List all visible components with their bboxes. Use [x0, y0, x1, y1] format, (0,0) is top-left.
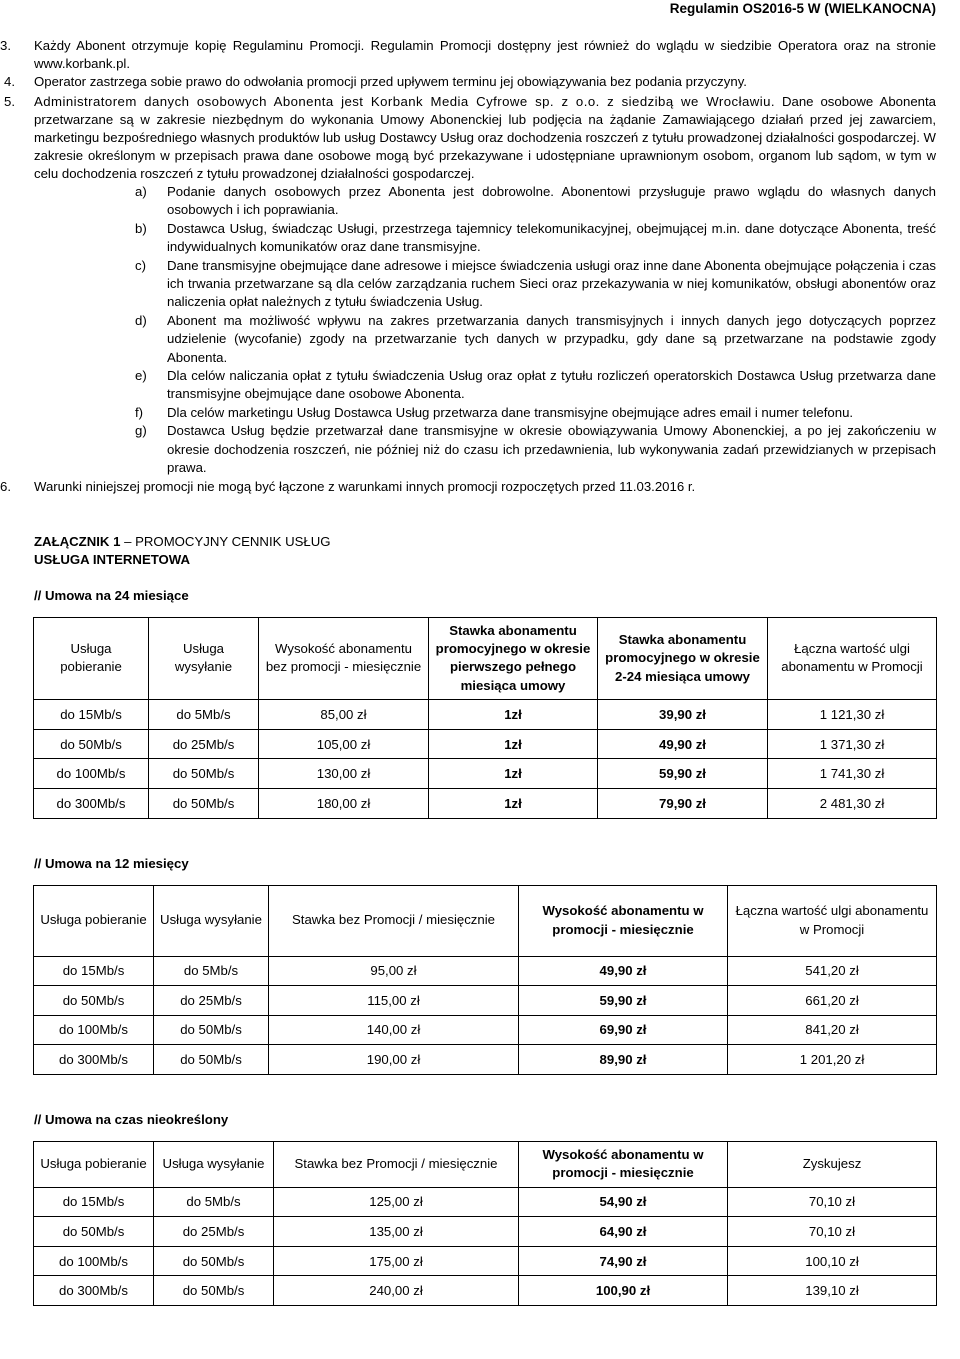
item-text: Warunki niniejszej promocji nie mogą być łączone z warunkami innych promocji rozpoczętych przed 11.03.2016 r.	[34, 478, 696, 494]
list-item-6	[0, 478, 960, 496]
table-cell: 49,90 zł	[598, 729, 768, 759]
document-header-title: Regulamin OS2016-5 W (WIELKANOCNA)	[669, 1, 936, 16]
table-cell: 39,90 zł	[598, 700, 768, 730]
sub-item-text: Dostawca Usług będzie przetwarzał dane transmisyjne w okresie obowiązywania Umowy Abonenckiej, a po jej zakończeniu w okresie dochodzenia roszczeń, nie później niż do czasu ich przedawnienia, lub wykonywania zadań przewidzianych w przepisach prawa.	[167, 423, 936, 476]
table-cell: do 300Mb/s	[34, 1276, 154, 1306]
table-row	[34, 956, 937, 986]
table-row	[34, 1217, 937, 1247]
table-cell: 1 741,30 zł	[768, 759, 937, 789]
header-cell: Wysokość abonamentu w promocji - miesięcznie	[519, 1141, 728, 1187]
table-cell: 1zł	[429, 759, 598, 789]
item-text: Każdy Abonent otrzymuje kopię Regulaminu Promocji. Regulamin Promocji dostępny jest również do wglądu w siedzibie Operatora oraz na stronie www.korbank.pl.	[34, 38, 936, 71]
table-cell: 1zł	[429, 788, 598, 818]
table-cell: do 5Mb/s	[149, 700, 259, 730]
table-row	[34, 1246, 937, 1276]
table-cell: do 25Mb/s	[154, 986, 269, 1016]
item-number: 3.	[0, 38, 11, 53]
table-cell: 54,90 zł	[519, 1187, 728, 1217]
table-cell: 70,10 zł	[728, 1217, 937, 1247]
table-cell: 2 481,30 zł	[768, 788, 937, 818]
table-cell: 49,90 zł	[519, 956, 728, 986]
sub-item-d	[0, 312, 960, 367]
table-cell: do 50Mb/s	[34, 729, 149, 759]
list-item-3	[0, 37, 960, 73]
sub-item-letter: f)	[135, 404, 144, 420]
table-cell: 1 371,30 zł	[768, 729, 937, 759]
sub-item-letter: e)	[135, 368, 147, 384]
table-cell: do 300Mb/s	[34, 788, 149, 818]
table-cell: do 50Mb/s	[34, 1217, 154, 1247]
table-cell: 59,90 zł	[519, 986, 728, 1016]
sub-item-text: Dostawca Usług, świadcząc Usługi, przestrzega tajemnicy telekomunikacyjnej, obejmującej m.in. dane dotyczące Abonenta, treść indywidualnych komunikatów oraz dane transmisyjne.	[167, 220, 936, 255]
section-title-24: // Umowa na 24 miesiące	[34, 587, 189, 603]
table-cell: 240,00 zł	[274, 1276, 519, 1306]
table-cell: 135,00 zł	[274, 1217, 519, 1247]
table-cell: 79,90 zł	[598, 788, 768, 818]
sub-item-b	[0, 220, 960, 257]
item-text: Operator zastrzega sobie prawo do odwołania promocji przed upływem terminu jej obowiązywania bez podania przyczyny.	[34, 74, 747, 89]
table-cell: do 25Mb/s	[149, 729, 259, 759]
item-number: 4.	[4, 74, 15, 89]
table-cell: do 50Mb/s	[149, 788, 259, 818]
table-cell: 1zł	[429, 700, 598, 730]
header-cell: Stawka bez Promocji / miesięcznie	[269, 885, 519, 956]
sub-item-a	[0, 183, 960, 220]
header-cell: Usługa pobieranie	[34, 1141, 154, 1187]
sub-item-letter: b)	[135, 220, 147, 236]
table-cell: 105,00 zł	[259, 729, 429, 759]
table-cell: do 50Mb/s	[34, 986, 154, 1016]
sub-item-text: Dane transmisyjne obejmujące dane adresowe i miejsce świadczenia usługi oraz inne dane Abonenta obejmujące połączenia i czas ich trwania przetwarzane są dla celów zarządzania ruchem Sieci oraz przekazywania w niej komunikatów, obsługi abonentów oraz naliczenia opłat należnych z tytułu świadczenia Usług.	[167, 257, 936, 310]
table-header-row	[34, 1141, 937, 1187]
table-cell: 841,20 zł	[728, 1015, 937, 1045]
table-cell: 70,10 zł	[728, 1187, 937, 1217]
header-cell: Stawka abonamentu promocyjnego w okresie 2-24 miesiąca umowy	[598, 617, 768, 700]
table-cell: 180,00 zł	[259, 788, 429, 818]
table-cell: 95,00 zł	[269, 956, 519, 986]
table-cell: do 50Mb/s	[149, 759, 259, 789]
table-row	[34, 788, 937, 818]
table-header-row	[34, 617, 937, 700]
item-number: 5.	[4, 94, 15, 109]
sub-item-g	[0, 422, 960, 477]
table-header-row	[34, 885, 937, 956]
sub-item-letter: c)	[135, 257, 146, 273]
header-cell: Łączna wartość ulgi abonamentu w Promocji	[728, 885, 937, 956]
table-cell: do 100Mb/s	[34, 1246, 154, 1276]
table-cell: 85,00 zł	[259, 700, 429, 730]
annex-title	[34, 533, 960, 551]
table-cell: 139,10 zł	[728, 1276, 937, 1306]
table-cell: do 25Mb/s	[154, 1217, 274, 1247]
table-cell: 69,90 zł	[519, 1015, 728, 1045]
section-title-indefinite: // Umowa na czas nieokreślony	[34, 1111, 229, 1127]
price-table-24	[33, 617, 937, 819]
item-text-admin: Administratorem danych osobowych Abonenta jest Korbank Media Cyfrowe sp. z o.o. z siedzibą we Wrocławiu.	[34, 94, 775, 109]
sub-item-letter: d)	[135, 312, 147, 328]
table-row	[34, 1015, 937, 1045]
sub-item-c	[0, 257, 960, 312]
header-cell: Stawka bez Promocji / miesięcznie	[274, 1141, 519, 1187]
sub-item-text: Abonent ma możliwość wpływu na zakres przetwarzania danych transmisyjnych i innych danych jego dotyczących poprzez udzielenie (wycofanie) zgody na przetwarzanie tych danych w przypadku, gdy dane są przetwarzane na podstawie zgody Abonenta.	[167, 312, 936, 365]
sub-item-text: Dla celów marketingu Usług Dostawca Usług przetwarza dane transmisyjne obejmujące adres email i numer telefonu.	[167, 404, 854, 420]
table-cell: do 5Mb/s	[154, 956, 269, 986]
table-cell: do 15Mb/s	[34, 956, 154, 986]
table-cell: 115,00 zł	[269, 986, 519, 1016]
table-cell: do 100Mb/s	[34, 1015, 154, 1045]
sub-item-f	[0, 404, 960, 422]
header-cell: Wysokość abonamentu w promocji - miesięcznie	[519, 885, 728, 956]
price-table-12	[33, 885, 937, 1075]
list-item-4	[0, 73, 960, 91]
table-cell: 100,10 zł	[728, 1246, 937, 1276]
table-cell: 661,20 zł	[728, 986, 937, 1016]
table-cell: do 50Mb/s	[154, 1246, 274, 1276]
header-cell: Usługa wysyłanie	[154, 885, 269, 956]
table-cell: do 100Mb/s	[34, 759, 149, 789]
price-table-indefinite	[33, 1141, 937, 1306]
table-cell: do 15Mb/s	[34, 700, 149, 730]
header-cell: Łączna wartość ulgi abonamentu w Promocji	[768, 617, 937, 700]
table-cell: 89,90 zł	[519, 1045, 728, 1075]
header-cell: Stawka abonamentu promocyjnego w okresie pierwszego pełnego miesiąca umowy	[429, 617, 598, 700]
table-cell: 74,90 zł	[519, 1246, 728, 1276]
annex-subtitle: USŁUGA INTERNETOWA	[34, 551, 191, 567]
document-body	[0, 37, 960, 1306]
sub-item-letter: a)	[135, 184, 147, 199]
table-row	[34, 1187, 937, 1217]
table-row	[34, 729, 937, 759]
table-cell: do 50Mb/s	[154, 1276, 274, 1306]
table-row	[34, 1276, 937, 1306]
table-cell: 1zł	[429, 729, 598, 759]
item-number: 6.	[0, 478, 11, 494]
table-cell: do 15Mb/s	[34, 1187, 154, 1217]
table-cell: 125,00 zł	[274, 1187, 519, 1217]
table-row	[34, 759, 937, 789]
table-cell: 175,00 zł	[274, 1246, 519, 1276]
table-cell: do 5Mb/s	[154, 1187, 274, 1217]
table-cell: 1 121,30 zł	[768, 700, 937, 730]
annex-title-rest: – PROMOCYJNY CENNIK USŁUG	[120, 533, 331, 549]
table-cell: 140,00 zł	[269, 1015, 519, 1045]
table-row	[34, 700, 937, 730]
annex-heading	[0, 533, 960, 569]
table-row	[34, 986, 937, 1016]
list-item-5	[0, 93, 960, 183]
header-cell: Usługa wysyłanie	[154, 1141, 274, 1187]
header-cell: Wysokość abonamentu bez promocji - miesięcznie	[259, 617, 429, 700]
table-row	[34, 1045, 937, 1075]
sub-item-text: Dla celów naliczania opłat z tytułu świadczenia Usług oraz opłat z tytułu rozliczeń operatorskich Dostawca Usług przetwarza dane transmisyjne obejmujące dane osobowe Abonenta.	[167, 368, 936, 402]
table-cell: 1 201,20 zł	[728, 1045, 937, 1075]
header-cell: Zyskujesz	[728, 1141, 937, 1187]
annex-title-bold: ZAŁĄCZNIK 1	[34, 533, 121, 549]
item-text-data: Dane osobowe Abonenta przetwarzane są w zakresie niezbędnym do wykonania Umowy Abonenckiej lub podjęcia na żądanie Zamawiającego działań przed jej zawarciem, marketingu bezpośredniego własnych produktów lub usług Dostawcy Usług oraz dochodzenia roszczeń z tytułu prowadzonej działalności gospodarczej. W zakresie określonym w przepisach prawa dane osobowe mogą być przekazywane i udostępniane uprawnionym osobom, organom lub sądom, w tym w celu dochodzenia roszczeń z tytułu prowadzonej działalności gospodarczej.	[34, 94, 936, 181]
table-cell: do 50Mb/s	[154, 1045, 269, 1075]
table-cell: 130,00 zł	[259, 759, 429, 789]
table-cell: 100,90 zł	[519, 1276, 728, 1306]
table-cell: 59,90 zł	[598, 759, 768, 789]
header-cell: Usługa pobieranie	[34, 617, 149, 700]
table-cell: do 50Mb/s	[154, 1015, 269, 1045]
sub-item-letter: g)	[135, 423, 147, 439]
header-cell: Usługa wysyłanie	[149, 617, 259, 700]
table-cell: 541,20 zł	[728, 956, 937, 986]
table-cell: do 300Mb/s	[34, 1045, 154, 1075]
table-cell: 190,00 zł	[269, 1045, 519, 1075]
sub-item-e	[0, 367, 960, 404]
section-title-12: // Umowa na 12 miesięcy	[34, 855, 189, 871]
header-cell: Usługa pobieranie	[34, 885, 154, 956]
sub-item-text: Podanie danych osobowych przez Abonenta jest dobrowolne. Abonentowi przysługuje prawo wglądu do własnych danych osobowych i ich poprawiania.	[167, 184, 936, 218]
table-cell: 64,90 zł	[519, 1217, 728, 1247]
